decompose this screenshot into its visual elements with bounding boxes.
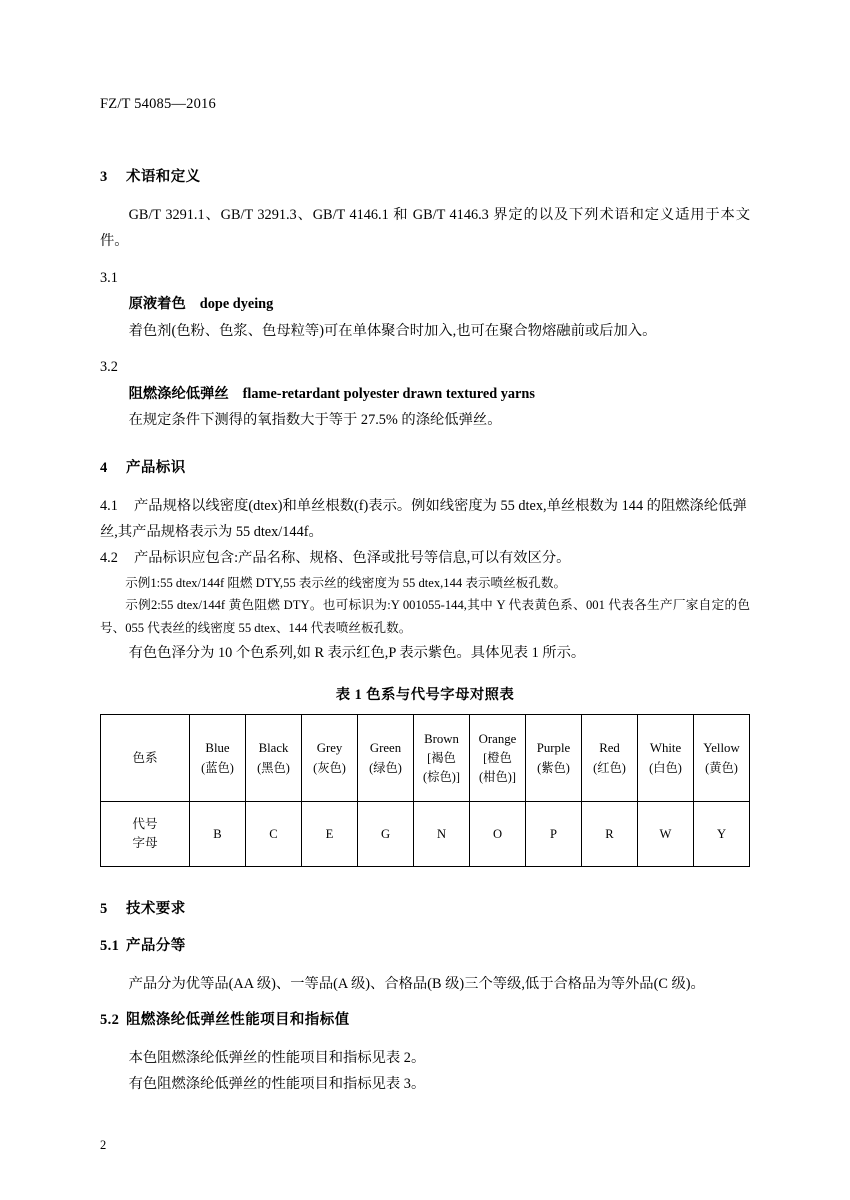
table-1-cell-green xyxy=(358,715,414,802)
page-number: 2 xyxy=(100,1138,107,1152)
table-1-code-yellow: Y xyxy=(694,802,750,867)
term-3-1-cn: 原液着色 xyxy=(128,296,186,313)
clause-5-1-number: 5.1 xyxy=(100,938,120,955)
clause-3-1-number: 3.1 xyxy=(100,269,118,286)
page-content xyxy=(100,96,750,1098)
section-5-title: 技术要求 xyxy=(126,901,186,918)
table-1-en-red: Red xyxy=(599,741,620,756)
table-1-cell-orange xyxy=(470,715,526,802)
table-1-en-blue: Blue xyxy=(205,741,230,756)
definition-3-1: 着色剂(色粉、色浆、色母粒等)可在单体聚合时加入,也可在聚合物熔融前或后加入。 xyxy=(128,322,657,339)
table-1-en-green: Green xyxy=(369,741,402,756)
table-1-row-label-code-line2: 字母 xyxy=(132,836,158,851)
clause-5-2-text-2: 有色阻燃涤纶低弹丝的性能项目和指标见表 3。 xyxy=(128,1076,426,1093)
table-1-code-orange: O xyxy=(470,802,526,867)
table-1-cn-black: (黑色) xyxy=(257,760,290,775)
table-1-cell-red xyxy=(582,715,638,802)
section-4-number: 4 xyxy=(100,459,108,476)
clause-5-2-text-1: 本色阻燃涤纶低弹丝的性能项目和指标见表 2。 xyxy=(128,1049,426,1066)
table-1-cn2-brown: (棕色)] xyxy=(423,769,460,784)
table-1-cn-brown: [褐色 xyxy=(427,751,456,766)
section-heading-5-2 xyxy=(100,1008,750,1029)
table-1-cell-white xyxy=(638,715,694,802)
section-3-intro: GB/T 3291.1、GB/T 3291.3、GB/T 4146.1 和 GB/T 4146.3 界定的以及下列术语和定义适用于本文件。 xyxy=(100,207,750,250)
section-5-number: 5 xyxy=(100,901,108,918)
table-1-cn-green: (绿色) xyxy=(369,760,402,775)
table-1-cn2-orange: (柑色)] xyxy=(479,769,516,784)
clause-4-2 xyxy=(100,545,750,571)
clause-5-2-number: 5.2 xyxy=(100,1011,120,1028)
table-1-code-grey: E xyxy=(302,802,358,867)
clause-5-1-title: 产品分等 xyxy=(126,938,186,955)
table-1-code-brown: N xyxy=(414,802,470,867)
term-3-2 xyxy=(100,381,750,407)
table-1-cell-grey xyxy=(302,715,358,802)
table-1-en-orange: Orange xyxy=(478,732,517,747)
table-1-cn-red: (红色) xyxy=(593,760,626,775)
clause-4-2-text: 产品标识应包含:产品名称、规格、色泽或批号等信息,可以有效区分。 xyxy=(134,550,571,567)
term-3-2-en: flame-retardant polyester drawn textured yarns xyxy=(242,385,535,402)
table-1-cell-purple xyxy=(526,715,582,802)
section-heading-4 xyxy=(100,456,750,477)
table-1-en-grey: Grey xyxy=(316,741,343,756)
section-4-title: 产品标识 xyxy=(126,459,186,476)
table-1-cell-blue xyxy=(190,715,246,802)
definition-3-2: 在规定条件下测得的氧指数大于等于 27.5% 的涤纶低弹丝。 xyxy=(128,412,502,429)
section-heading-5 xyxy=(100,897,750,918)
table-1-code-black: C xyxy=(246,802,302,867)
table-1-code-green: G xyxy=(358,802,414,867)
table-1-cn-orange: [橙色 xyxy=(483,751,512,766)
table-1-cn-yellow: (黄色) xyxy=(705,760,738,775)
table-1-en-purple: Purple xyxy=(536,741,571,756)
section-3-number: 3 xyxy=(100,169,108,185)
table-1-title: 表 1 色系与代号字母对照表 xyxy=(335,687,515,704)
color-series-note: 有色色泽分为 10 个色系列,如 R 表示红色,P 表示紫色。具体见表 1 所示。 xyxy=(128,644,586,661)
table-1-cn-purple: (紫色) xyxy=(537,760,570,775)
term-3-1 xyxy=(100,291,750,317)
table-1-color-series xyxy=(100,714,750,867)
clause-4-1-text: 产品规格以线密度(dtex)和单丝根数(f)表示。例如线密度为 55 dtex,单丝根数为 144 的阻燃涤纶低弹丝,其产品规格表示为 55 dtex/144f。 xyxy=(100,497,747,540)
example-1: 示例1:55 dtex/144f 阻燃 DTY,55 表示丝的线密度为 55 dtex,144 表示喷丝板孔数。 xyxy=(125,575,567,590)
table-1-en-yellow: Yellow xyxy=(703,741,740,756)
table-1-row-label-code xyxy=(101,802,190,867)
section-heading-5-1 xyxy=(100,934,750,955)
table-row xyxy=(101,802,750,867)
table-row xyxy=(101,715,750,802)
example-2: 示例2:55 dtex/144f 黄色阻燃 DTY。也可标识为:Y 001055-144,其中 Y 代表黄色系、001 代表各生产厂家自定的色号、055 代表丝的线密度 55 dtex、144 代表喷丝板孔数。 xyxy=(100,598,750,636)
table-1-code-purple: P xyxy=(526,802,582,867)
term-3-2-cn: 阻燃涤纶低弹丝 xyxy=(128,385,229,402)
clause-4-2-number: 4.2 xyxy=(100,550,118,567)
table-1-code-red: R xyxy=(582,802,638,867)
clause-5-1-text: 产品分为优等品(AA 级)、一等品(A 级)、合格品(B 级)三个等级,低于合格品为等外品(C 级)。 xyxy=(128,976,705,993)
standard-number-header: FZ/T 54085—2016 xyxy=(100,96,216,112)
table-1-code-white: W xyxy=(638,802,694,867)
table-1-cn-blue: (蓝色) xyxy=(201,760,234,775)
table-1-code-blue: B xyxy=(190,802,246,867)
table-1-en-white: White xyxy=(649,741,682,756)
table-1-cn-white: (白色) xyxy=(649,760,682,775)
clause-5-2-title: 阻燃涤纶低弹丝性能项目和指标值 xyxy=(126,1011,350,1028)
clause-4-1 xyxy=(100,493,750,546)
table-1-en-black: Black xyxy=(258,741,289,756)
table-1-cn-grey: (灰色) xyxy=(313,760,346,775)
section-3-title: 术语和定义 xyxy=(126,169,201,185)
section-heading-3 xyxy=(100,165,750,186)
clause-4-1-number: 4.1 xyxy=(100,497,118,514)
table-1-row-label-code-line1: 代号 xyxy=(132,817,158,832)
table-1-en-brown: Brown xyxy=(424,732,459,747)
table-1-cell-brown xyxy=(414,715,470,802)
clause-3-2-number: 3.2 xyxy=(100,359,118,376)
term-3-1-en: dope dyeing xyxy=(199,296,274,313)
table-1-cell-yellow xyxy=(694,715,750,802)
table-1-row-label-series: 色系 xyxy=(101,715,190,802)
table-1-cell-black xyxy=(246,715,302,802)
